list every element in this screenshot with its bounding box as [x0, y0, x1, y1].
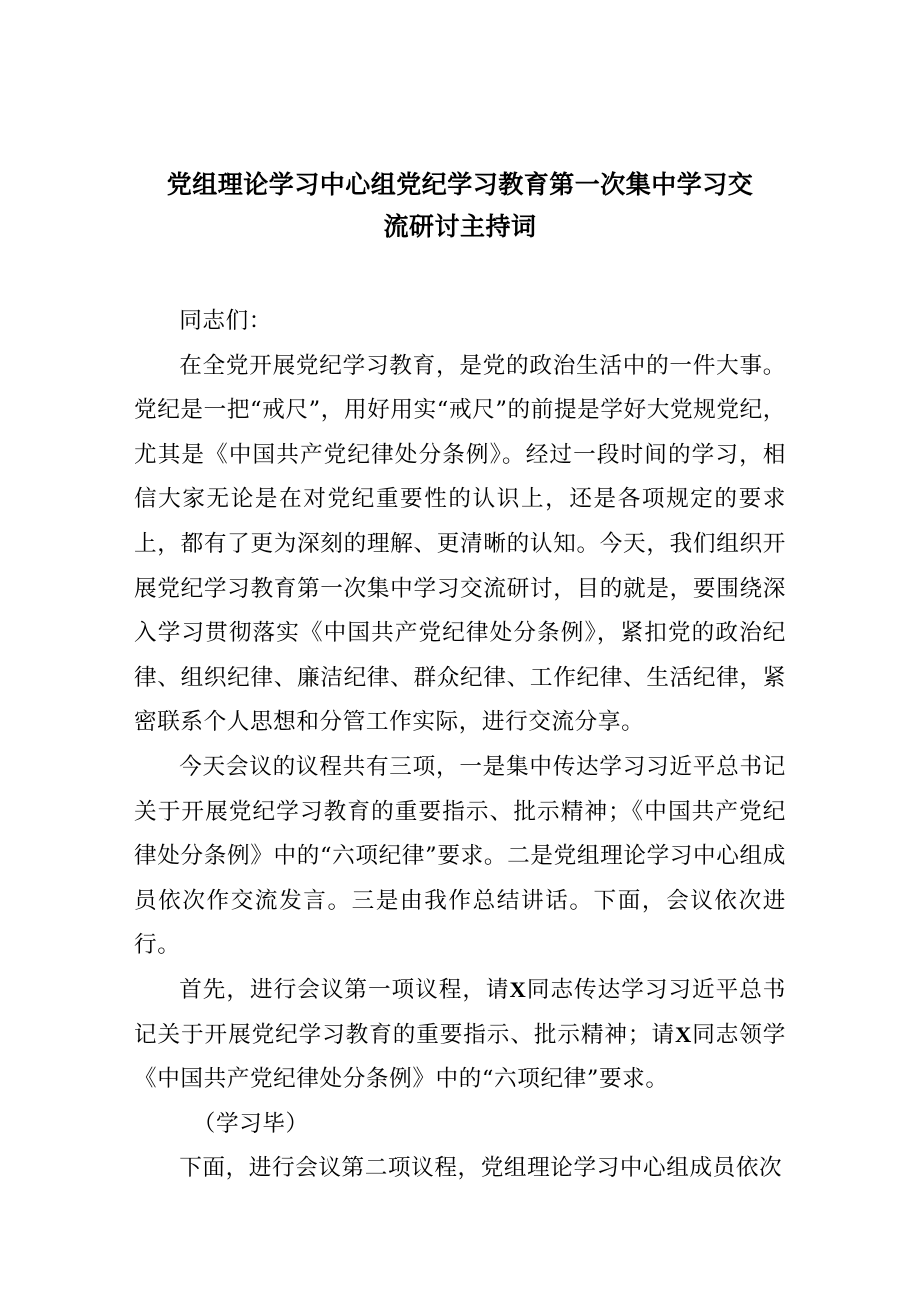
placeholder-name-1: X [509, 976, 527, 1002]
paragraph-4: 下面，进行会议第二项议程，党组理论学习中心组成员依次 [179, 1155, 783, 1182]
document-title-line-2: 流研讨主持词 [383, 212, 537, 241]
stage-note: （学习毕） [192, 1110, 309, 1137]
document-title-line-1: 党组理论学习中心组党纪学习教育第一次集中学习交 [166, 170, 754, 199]
paragraph-2: 今天会议的议程共有三项，一是集中传达学习习近平总书记关于开展党纪学习教育的重要指示、批示精神；《中国共产党纪律处分条例》中的“六项纪律”要求。二是党组理论学习中心组成员依次作交流发言。三是由我作总结讲话。下面，会议依次进行。 [134, 753, 786, 959]
placeholder-name-2: X [674, 1021, 692, 1047]
document-body [134, 299, 786, 1191]
paragraph-3-part-3: 同志领学《中国共产党纪律处分条例》中的“六项纪律”要求。 [134, 1021, 786, 1093]
paragraph-1: 在全党开展党纪学习教育，是党的政治生活中的一件大事。党纪是一把“戒尺”，用好用实“戒尺”的前提是学好大党规党纪，尤其是《中国共产党纪律处分条例》。经过一段时间的学习，相信大家无论是在对党纪重要性的认识上，还是各项规定的要求上，都有了更为深刻的理解、更清晰的认知。今天，我们组织开展党纪学习教育第一次集中学习交流研讨，目的就是，要围绕深入学习贯彻落实《中国共产党纪律处分条例》，紧扣党的政治纪律、组织纪律、廉洁纪律、群众纪律、工作纪律、生活纪律，紧密联系个人思想和分管工作实际，进行交流分享。 [134, 352, 786, 736]
paragraph-3-part-1: 首先，进行会议第一项议程，请 [179, 976, 510, 1003]
paragraph-3-part-2: 同志传达学习习近平总书记关于开展党纪学习教育的重要指示、批示精神；请 [134, 976, 786, 1048]
paragraph-3 [134, 968, 786, 1102]
salutation: 同志们： [179, 308, 272, 334]
